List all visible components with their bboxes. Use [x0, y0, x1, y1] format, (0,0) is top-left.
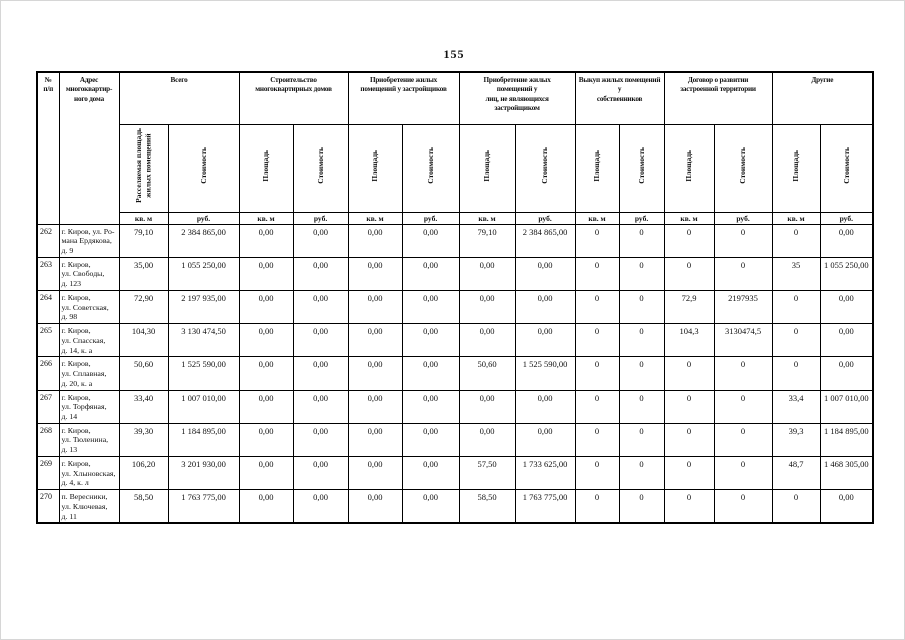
value-cell: 0,00	[239, 423, 293, 456]
table-row	[37, 257, 873, 290]
value-cell: 104,3	[664, 324, 714, 357]
rotated-label: Стоимость	[198, 147, 208, 184]
value-cell: 0,00	[239, 456, 293, 489]
group-header-purchase-nondevelopers: Приобретение жилых помещений у лиц, не являющихся застройщиком	[459, 72, 575, 124]
subheader-cell	[293, 124, 348, 212]
value-cell: 1 763 775,00	[168, 490, 239, 524]
value-cell: 58,50	[459, 490, 515, 524]
row-num-cell: 263	[37, 257, 59, 290]
subheader-cell	[664, 124, 714, 212]
value-cell: 57,50	[459, 456, 515, 489]
value-cell: 72,90	[119, 290, 168, 323]
value-cell: 0,00	[239, 490, 293, 524]
row-num-cell: 265	[37, 324, 59, 357]
unit-cell: кв. м	[459, 212, 515, 224]
value-cell: 35	[772, 257, 820, 290]
unit-cell: руб.	[714, 212, 772, 224]
rotated-label: Площадь	[684, 149, 694, 182]
value-cell: 0,00	[402, 324, 459, 357]
value-cell: 0,00	[348, 423, 402, 456]
resettlement-table	[36, 71, 874, 524]
value-cell: 0,00	[293, 490, 348, 524]
unit-cell: руб.	[293, 212, 348, 224]
rotated-label: Стоимость	[738, 147, 748, 184]
value-cell: 0	[575, 290, 619, 323]
value-cell: 0	[619, 290, 664, 323]
address-cell: г. Киров, ул. Хлыновская, д. 4, к. л	[59, 456, 119, 489]
address-cell: п. Вересники, ул. Ключевая, д. 11	[59, 490, 119, 524]
value-cell: 104,30	[119, 324, 168, 357]
table-row	[37, 324, 873, 357]
value-cell: 0,00	[293, 224, 348, 257]
subheader-cell	[714, 124, 772, 212]
value-cell: 3 201 930,00	[168, 456, 239, 489]
unit-cell: руб.	[402, 212, 459, 224]
value-cell: 0	[664, 257, 714, 290]
value-cell: 39,30	[119, 423, 168, 456]
value-cell: 0	[714, 423, 772, 456]
value-cell: 0,00	[402, 290, 459, 323]
value-cell: 0	[664, 390, 714, 423]
value-cell: 0	[619, 456, 664, 489]
value-cell: 0,00	[348, 357, 402, 390]
group-header-purchase-developers: Приобретение жилых помещений у застройщиков	[348, 72, 459, 124]
unit-cell: кв. м	[575, 212, 619, 224]
value-cell: 0,00	[820, 290, 873, 323]
subheader-cell	[402, 124, 459, 212]
value-cell: 33,40	[119, 390, 168, 423]
value-cell: 0	[664, 490, 714, 524]
value-cell: 0,00	[348, 324, 402, 357]
value-cell: 1 055 250,00	[168, 257, 239, 290]
value-cell: 0,00	[402, 456, 459, 489]
value-cell: 0,00	[348, 290, 402, 323]
value-cell: 0,00	[293, 257, 348, 290]
rotated-label: Площадь	[791, 149, 801, 182]
value-cell: 0	[714, 257, 772, 290]
value-cell: 0	[575, 324, 619, 357]
group-header-other: Другие	[772, 72, 873, 124]
rotated-label: Стоимость	[425, 147, 435, 184]
value-cell: 106,20	[119, 456, 168, 489]
unit-cell: руб.	[619, 212, 664, 224]
address-cell: г. Киров, ул. Советская, д. 98	[59, 290, 119, 323]
group-header-buyout: Выкуп жилых помещений у собственников	[575, 72, 664, 124]
address-cell: г. Киров, ул. Спасская, д. 14, к. а	[59, 324, 119, 357]
value-cell: 0,00	[459, 257, 515, 290]
rotated-label: Стоимость	[540, 147, 550, 184]
rotated-label: Стоимость	[636, 147, 646, 184]
unit-cell: руб.	[820, 212, 873, 224]
value-cell: 0,00	[459, 324, 515, 357]
subheader-cell	[239, 124, 293, 212]
value-cell: 33,4	[772, 390, 820, 423]
value-cell: 0,00	[293, 390, 348, 423]
value-cell: 0	[772, 324, 820, 357]
value-cell: 0,00	[293, 456, 348, 489]
value-cell: 3 130 474,50	[168, 324, 239, 357]
value-cell: 0	[619, 257, 664, 290]
rotated-label: Площадь	[370, 149, 380, 182]
value-cell: 1 184 895,00	[820, 423, 873, 456]
value-cell: 0	[575, 357, 619, 390]
row-num-cell: 266	[37, 357, 59, 390]
value-cell: 0,00	[239, 257, 293, 290]
value-cell: 79,10	[119, 224, 168, 257]
value-cell: 0	[619, 357, 664, 390]
value-cell: 0,00	[402, 257, 459, 290]
value-cell: 0,00	[820, 357, 873, 390]
value-cell: 0,00	[293, 357, 348, 390]
group-header-construction: Строительство многоквартирных домов	[239, 72, 348, 124]
value-cell: 1 525 590,00	[515, 357, 575, 390]
rotated-label: Площадь	[261, 149, 271, 182]
subheader-cell	[348, 124, 402, 212]
value-cell: 0,00	[239, 324, 293, 357]
value-cell: 0,00	[348, 257, 402, 290]
subheader-cell	[619, 124, 664, 212]
subheader-cell	[820, 124, 873, 212]
value-cell: 0,00	[293, 423, 348, 456]
table-row	[37, 390, 873, 423]
value-cell: 0,00	[515, 257, 575, 290]
address-cell: г. Киров, ул. Сплавная, д. 20, к. а	[59, 357, 119, 390]
value-cell: 1 055 250,00	[820, 257, 873, 290]
value-cell: 3130474,5	[714, 324, 772, 357]
rotated-label: Площадь	[592, 149, 602, 182]
value-cell: 0	[575, 490, 619, 524]
value-cell: 1 525 590,00	[168, 357, 239, 390]
value-cell: 0,00	[348, 390, 402, 423]
value-cell: 0	[714, 490, 772, 524]
value-cell: 0	[575, 456, 619, 489]
unit-cell: руб.	[515, 212, 575, 224]
value-cell: 0,00	[515, 423, 575, 456]
value-cell: 0,00	[515, 290, 575, 323]
table-row	[37, 224, 873, 257]
unit-cell: кв. м	[772, 212, 820, 224]
value-cell: 0	[619, 390, 664, 423]
row-num-cell: 264	[37, 290, 59, 323]
value-cell: 0	[714, 224, 772, 257]
group-header-row	[37, 72, 873, 124]
value-cell: 35,00	[119, 257, 168, 290]
value-cell: 1 733 625,00	[515, 456, 575, 489]
units-row	[37, 212, 873, 224]
value-cell: 39,3	[772, 423, 820, 456]
value-cell: 0	[664, 456, 714, 489]
value-cell: 0	[575, 257, 619, 290]
subheader-cell	[515, 124, 575, 212]
value-cell: 2 384 865,00	[515, 224, 575, 257]
address-cell: г. Киров, ул. Свободы, д. 123	[59, 257, 119, 290]
value-cell: 0	[714, 357, 772, 390]
value-cell: 2 197 935,00	[168, 290, 239, 323]
group-header-total: Всего	[119, 72, 239, 124]
value-cell: 0,00	[293, 324, 348, 357]
address-cell: г. Киров, ул. Торфяная, д. 14	[59, 390, 119, 423]
value-cell: 0,00	[459, 390, 515, 423]
rotated-label: Стоимость	[315, 147, 325, 184]
value-cell: 0,00	[293, 290, 348, 323]
row-num-cell: 269	[37, 456, 59, 489]
value-cell: 1 007 010,00	[168, 390, 239, 423]
unit-cell: кв. м	[664, 212, 714, 224]
row-num-cell: 267	[37, 390, 59, 423]
value-cell: 0,00	[459, 423, 515, 456]
subheader-cell	[119, 124, 168, 212]
header-address: Адрес многоквартир- ного дома	[59, 72, 119, 224]
value-cell: 0,00	[348, 224, 402, 257]
value-cell: 0,00	[820, 324, 873, 357]
unit-cell: руб.	[168, 212, 239, 224]
value-cell: 0	[619, 324, 664, 357]
subheader-cell	[772, 124, 820, 212]
value-cell: 0	[664, 423, 714, 456]
unit-cell: кв. м	[348, 212, 402, 224]
value-cell: 0	[664, 357, 714, 390]
value-cell: 0,00	[820, 490, 873, 524]
value-cell: 0,00	[239, 390, 293, 423]
value-cell: 0	[664, 224, 714, 257]
value-cell: 48,7	[772, 456, 820, 489]
value-cell: 0	[575, 423, 619, 456]
value-cell: 0,00	[348, 490, 402, 524]
value-cell: 0,00	[459, 290, 515, 323]
value-cell: 0	[575, 224, 619, 257]
value-cell: 0	[619, 423, 664, 456]
value-cell: 58,50	[119, 490, 168, 524]
value-cell: 1 468 305,00	[820, 456, 873, 489]
value-cell: 0,00	[515, 390, 575, 423]
rotated-label: Стоимость	[841, 147, 851, 184]
group-header-development-agreement: Договор о развитии застроенной территории	[664, 72, 772, 124]
value-cell: 0	[772, 490, 820, 524]
row-num-cell: 268	[37, 423, 59, 456]
value-cell: 0,00	[402, 423, 459, 456]
value-cell: 2197935	[714, 290, 772, 323]
subheader-cell	[168, 124, 239, 212]
table-row	[37, 490, 873, 524]
value-cell: 0,00	[402, 390, 459, 423]
value-cell: 0	[772, 357, 820, 390]
value-cell: 72,9	[664, 290, 714, 323]
value-cell: 0,00	[239, 357, 293, 390]
table-body	[37, 224, 873, 523]
value-cell: 0	[619, 224, 664, 257]
value-cell: 0,00	[348, 456, 402, 489]
table-row	[37, 290, 873, 323]
value-cell: 0,00	[402, 357, 459, 390]
table-row	[37, 357, 873, 390]
value-cell: 0,00	[402, 490, 459, 524]
value-cell: 0,00	[239, 290, 293, 323]
subheader-row	[37, 124, 873, 212]
subheader-cell	[459, 124, 515, 212]
rotated-label: Площадь	[482, 149, 492, 182]
value-cell: 2 384 865,00	[168, 224, 239, 257]
rotated-label: Расселяемая площадь жилых помещений	[134, 128, 153, 203]
value-cell: 0	[714, 456, 772, 489]
value-cell: 1 763 775,00	[515, 490, 575, 524]
value-cell: 0,00	[239, 224, 293, 257]
header-num: № п/п	[37, 72, 59, 224]
table-row	[37, 456, 873, 489]
value-cell: 50,60	[459, 357, 515, 390]
row-num-cell: 270	[37, 490, 59, 524]
value-cell: 0	[772, 290, 820, 323]
subheader-cell	[575, 124, 619, 212]
value-cell: 0,00	[820, 224, 873, 257]
table-row	[37, 423, 873, 456]
value-cell: 1 184 895,00	[168, 423, 239, 456]
value-cell: 0,00	[515, 324, 575, 357]
value-cell: 0	[619, 490, 664, 524]
address-cell: г. Киров, ул. Ро- мана Ердякова, д. 9	[59, 224, 119, 257]
value-cell: 0	[575, 390, 619, 423]
value-cell: 50,60	[119, 357, 168, 390]
address-cell: г. Киров, ул. Тюленина, д. 13	[59, 423, 119, 456]
page-number: 155	[443, 47, 465, 61]
unit-cell: кв. м	[119, 212, 168, 224]
value-cell: 79,10	[459, 224, 515, 257]
value-cell: 0	[714, 390, 772, 423]
value-cell: 1 007 010,00	[820, 390, 873, 423]
row-num-cell: 262	[37, 224, 59, 257]
value-cell: 0	[772, 224, 820, 257]
value-cell: 0,00	[402, 224, 459, 257]
unit-cell: кв. м	[239, 212, 293, 224]
